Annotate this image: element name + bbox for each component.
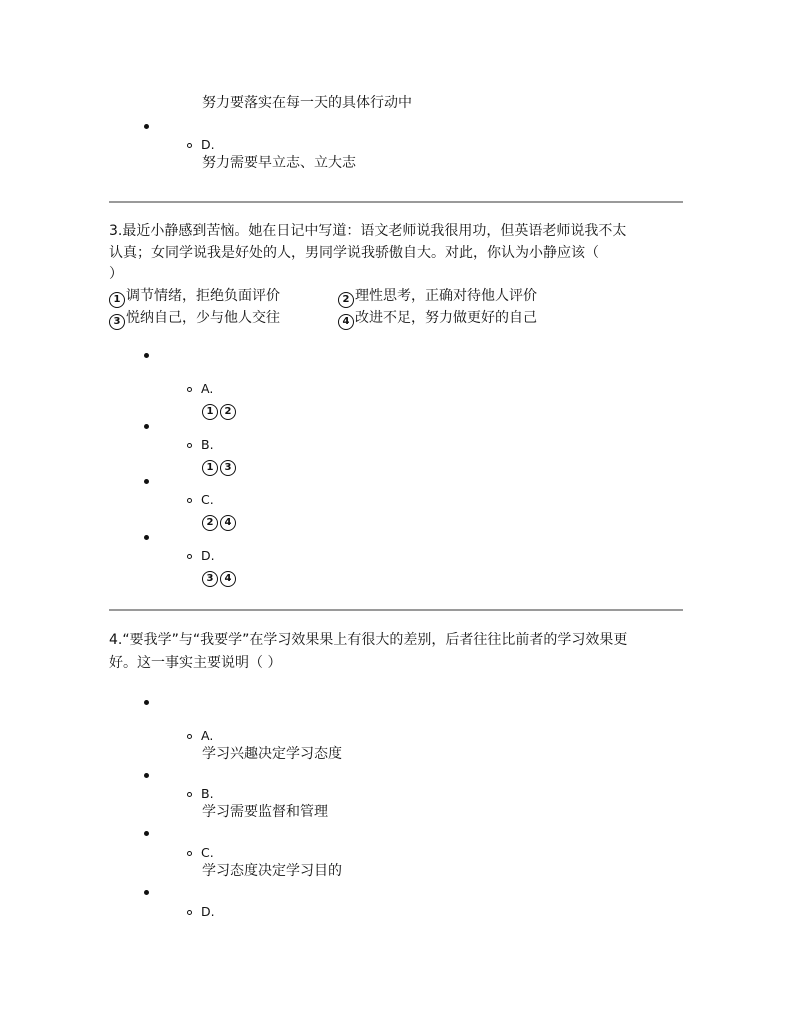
circled-number: 2 xyxy=(338,292,354,308)
q4-option-b-letter: B. xyxy=(201,786,214,801)
q3-option-a-answer xyxy=(202,398,237,420)
q4-stem-line2: 好。这一事实主要说明（ ） xyxy=(109,655,282,671)
q3-option-b-radio[interactable] xyxy=(187,443,192,448)
q4-option-a-letter: A. xyxy=(201,728,214,743)
q4-stem-line1: 4.“要我学”与“我要学”在学习效果果上有很大的差别，后者往往比前者的学习效果更 xyxy=(109,632,628,648)
q4-option-d-radio[interactable] xyxy=(187,910,192,915)
q2-option-d-radio[interactable] xyxy=(187,143,192,148)
q2-option-d-letter: D. xyxy=(201,137,215,152)
q4-option-a-text: 学习兴趣决定学习态度 xyxy=(202,746,342,762)
section-divider xyxy=(109,201,683,203)
q4-option-a-bullet xyxy=(144,700,149,705)
q3-option-d-answer xyxy=(202,565,237,587)
circled-number: 4 xyxy=(220,571,236,587)
circled-number: 4 xyxy=(338,314,354,330)
q4-option-c-letter: C. xyxy=(201,845,214,860)
q3-item-1 xyxy=(109,286,280,308)
q3-stem-line1: 3.最近小静感到苦恼。她在日记中写道：语文老师说我很用功，但英语老师说我不太 xyxy=(109,223,627,239)
q4-option-d-letter: D. xyxy=(201,904,215,919)
section-divider xyxy=(109,609,683,611)
q4-option-b-radio[interactable] xyxy=(187,792,192,797)
q3-option-a-radio[interactable] xyxy=(187,387,192,392)
q3-option-c-answer xyxy=(202,509,237,531)
circled-number: 1 xyxy=(109,292,125,308)
q3-item-3 xyxy=(109,308,280,330)
circled-number: 2 xyxy=(220,404,236,420)
q3-item-4-text: 改进不足，努力做更好的自己 xyxy=(355,310,537,326)
q3-option-c-bullet xyxy=(144,479,149,484)
q4-option-b-text: 学习需要监督和管理 xyxy=(202,804,328,820)
q3-item-4 xyxy=(338,308,537,330)
q4-option-c-bullet xyxy=(144,831,149,836)
circled-number: 1 xyxy=(202,460,218,476)
q3-item-1-text: 调节情绪，拒绝负面评价 xyxy=(126,288,280,304)
q4-option-c-radio[interactable] xyxy=(187,851,192,856)
q2-option-d-text: 努力需要早立志、立大志 xyxy=(202,155,356,171)
q3-item-2-text: 理性思考，正确对待他人评价 xyxy=(355,288,537,304)
circled-number: 3 xyxy=(220,460,236,476)
q3-option-d-radio[interactable] xyxy=(187,554,192,559)
q4-option-a-radio[interactable] xyxy=(187,734,192,739)
q3-item-3-text: 悦纳自己，少与他人交往 xyxy=(126,310,280,326)
q2-option-d-bullet xyxy=(144,124,149,129)
q3-option-c-radio[interactable] xyxy=(187,498,192,503)
q3-option-b-bullet xyxy=(144,424,149,429)
q3-item-2 xyxy=(338,286,537,308)
q3-option-b-letter: B. xyxy=(201,437,214,452)
q3-option-c-letter: C. xyxy=(201,492,214,507)
q2-option-c-text: 努力要落实在每一天的具体行动中 xyxy=(202,95,412,111)
q3-option-a-bullet xyxy=(144,353,149,358)
q3-stem-line3: ） xyxy=(109,266,123,282)
q3-option-a-letter: A. xyxy=(201,381,214,396)
q3-stem-line2: 认真；女同学说我是好处的人，男同学说我骄傲自大。对此，你认为小静应该（ xyxy=(109,245,599,261)
circled-number: 3 xyxy=(109,314,125,330)
circled-number: 3 xyxy=(202,571,218,587)
q4-option-c-text: 学习态度决定学习目的 xyxy=(202,863,342,879)
circled-number: 1 xyxy=(202,404,218,420)
q4-option-d-bullet xyxy=(144,890,149,895)
circled-number: 2 xyxy=(202,515,218,531)
q4-option-b-bullet xyxy=(144,773,149,778)
circled-number: 4 xyxy=(220,515,236,531)
q3-option-d-bullet xyxy=(144,535,149,540)
q3-option-b-answer xyxy=(202,454,237,476)
q3-option-d-letter: D. xyxy=(201,548,215,563)
